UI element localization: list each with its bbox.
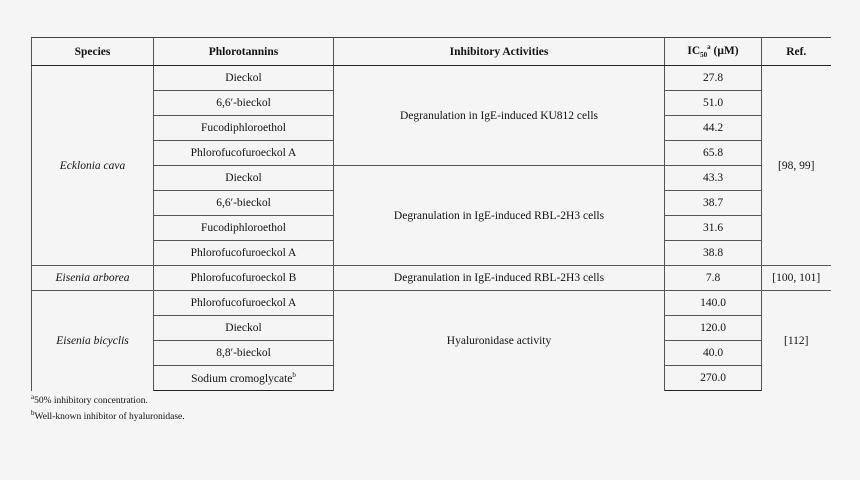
header-phlorotannins: Phlorotannins	[154, 38, 334, 66]
ic50-cell: 270.0	[665, 366, 762, 391]
ic50-superscript: a	[707, 43, 711, 52]
activity-cell: Hyaluronidase activity	[334, 291, 665, 391]
compound-cell: Dieckol	[154, 66, 334, 91]
ref-cell: [100, 101]	[762, 266, 831, 291]
table-footnotes	[31, 391, 185, 423]
activity-cell: Degranulation in IgE-induced RBL-2H3 cells	[334, 266, 665, 291]
compound-cell: Phlorofucofuroeckol A	[154, 141, 334, 166]
ic50-cell: 7.8	[665, 266, 762, 291]
compound-cell: Fucodiphloroethol	[154, 216, 334, 241]
ref-cell: [112]	[762, 291, 831, 391]
ic50-cell: 51.0	[665, 91, 762, 116]
activity-cell: Degranulation in IgE-induced RBL-2H3 cells	[334, 166, 665, 266]
ic50-subscript: 50	[700, 51, 708, 60]
footnote-b-text: Well-known inhibitor of hyaluronidase.	[34, 412, 185, 423]
table-row	[32, 266, 831, 291]
compound-cell	[154, 366, 334, 391]
ic50-cell: 43.3	[665, 166, 762, 191]
header-ref: Ref.	[762, 38, 831, 66]
footnote-a-mark: a	[31, 393, 35, 401]
species-cell: Eisenia arborea	[32, 266, 154, 291]
ic50-cell: 31.6	[665, 216, 762, 241]
compound-cell: Phlorofucofuroeckol A	[154, 291, 334, 316]
table-header-row	[32, 38, 831, 66]
footnote-a	[31, 391, 185, 407]
ic50-unit: (μM)	[710, 45, 739, 58]
activity-cell: Degranulation in IgE-induced KU812 cells	[334, 66, 665, 166]
ic50-cell: 38.7	[665, 191, 762, 216]
footnote-a-text: 50% inhibitory concentration.	[34, 396, 148, 407]
compound-cell: Fucodiphloroethol	[154, 116, 334, 141]
table-row	[32, 291, 831, 316]
header-species: Species	[32, 38, 154, 66]
table-row	[32, 66, 831, 91]
species-cell: Ecklonia cava	[32, 66, 154, 266]
compound-cell: Phlorofucofuroeckol B	[154, 266, 334, 291]
phlorotannin-table	[31, 37, 831, 391]
compound-cell: Phlorofucofuroeckol A	[154, 241, 334, 266]
ic50-cell: 40.0	[665, 341, 762, 366]
compound-cell: Dieckol	[154, 166, 334, 191]
footnote-b	[31, 407, 185, 423]
ic50-label: IC	[687, 45, 701, 58]
ic50-cell: 27.8	[665, 66, 762, 91]
compound-cell: 6,6′-bieckol	[154, 191, 334, 216]
species-cell: Eisenia bicyclis	[32, 291, 154, 391]
ic50-cell: 140.0	[665, 291, 762, 316]
header-activities: Inhibitory Activities	[334, 38, 665, 66]
header-ic50	[665, 38, 762, 66]
footnote-b-mark: b	[31, 409, 35, 418]
compound-cell: 8,8′-bieckol	[154, 341, 334, 366]
ref-cell: [98, 99]	[762, 66, 831, 266]
footnote-marker: b	[292, 371, 296, 380]
compound-cell: Dieckol	[154, 316, 334, 341]
ic50-cell: 38.8	[665, 241, 762, 266]
compound-cell: 6,6′-bieckol	[154, 91, 334, 116]
ic50-cell: 44.2	[665, 116, 762, 141]
ic50-cell: 120.0	[665, 316, 762, 341]
ic50-cell: 65.8	[665, 141, 762, 166]
compound-name: Sodium cromoglycate	[191, 372, 293, 385]
